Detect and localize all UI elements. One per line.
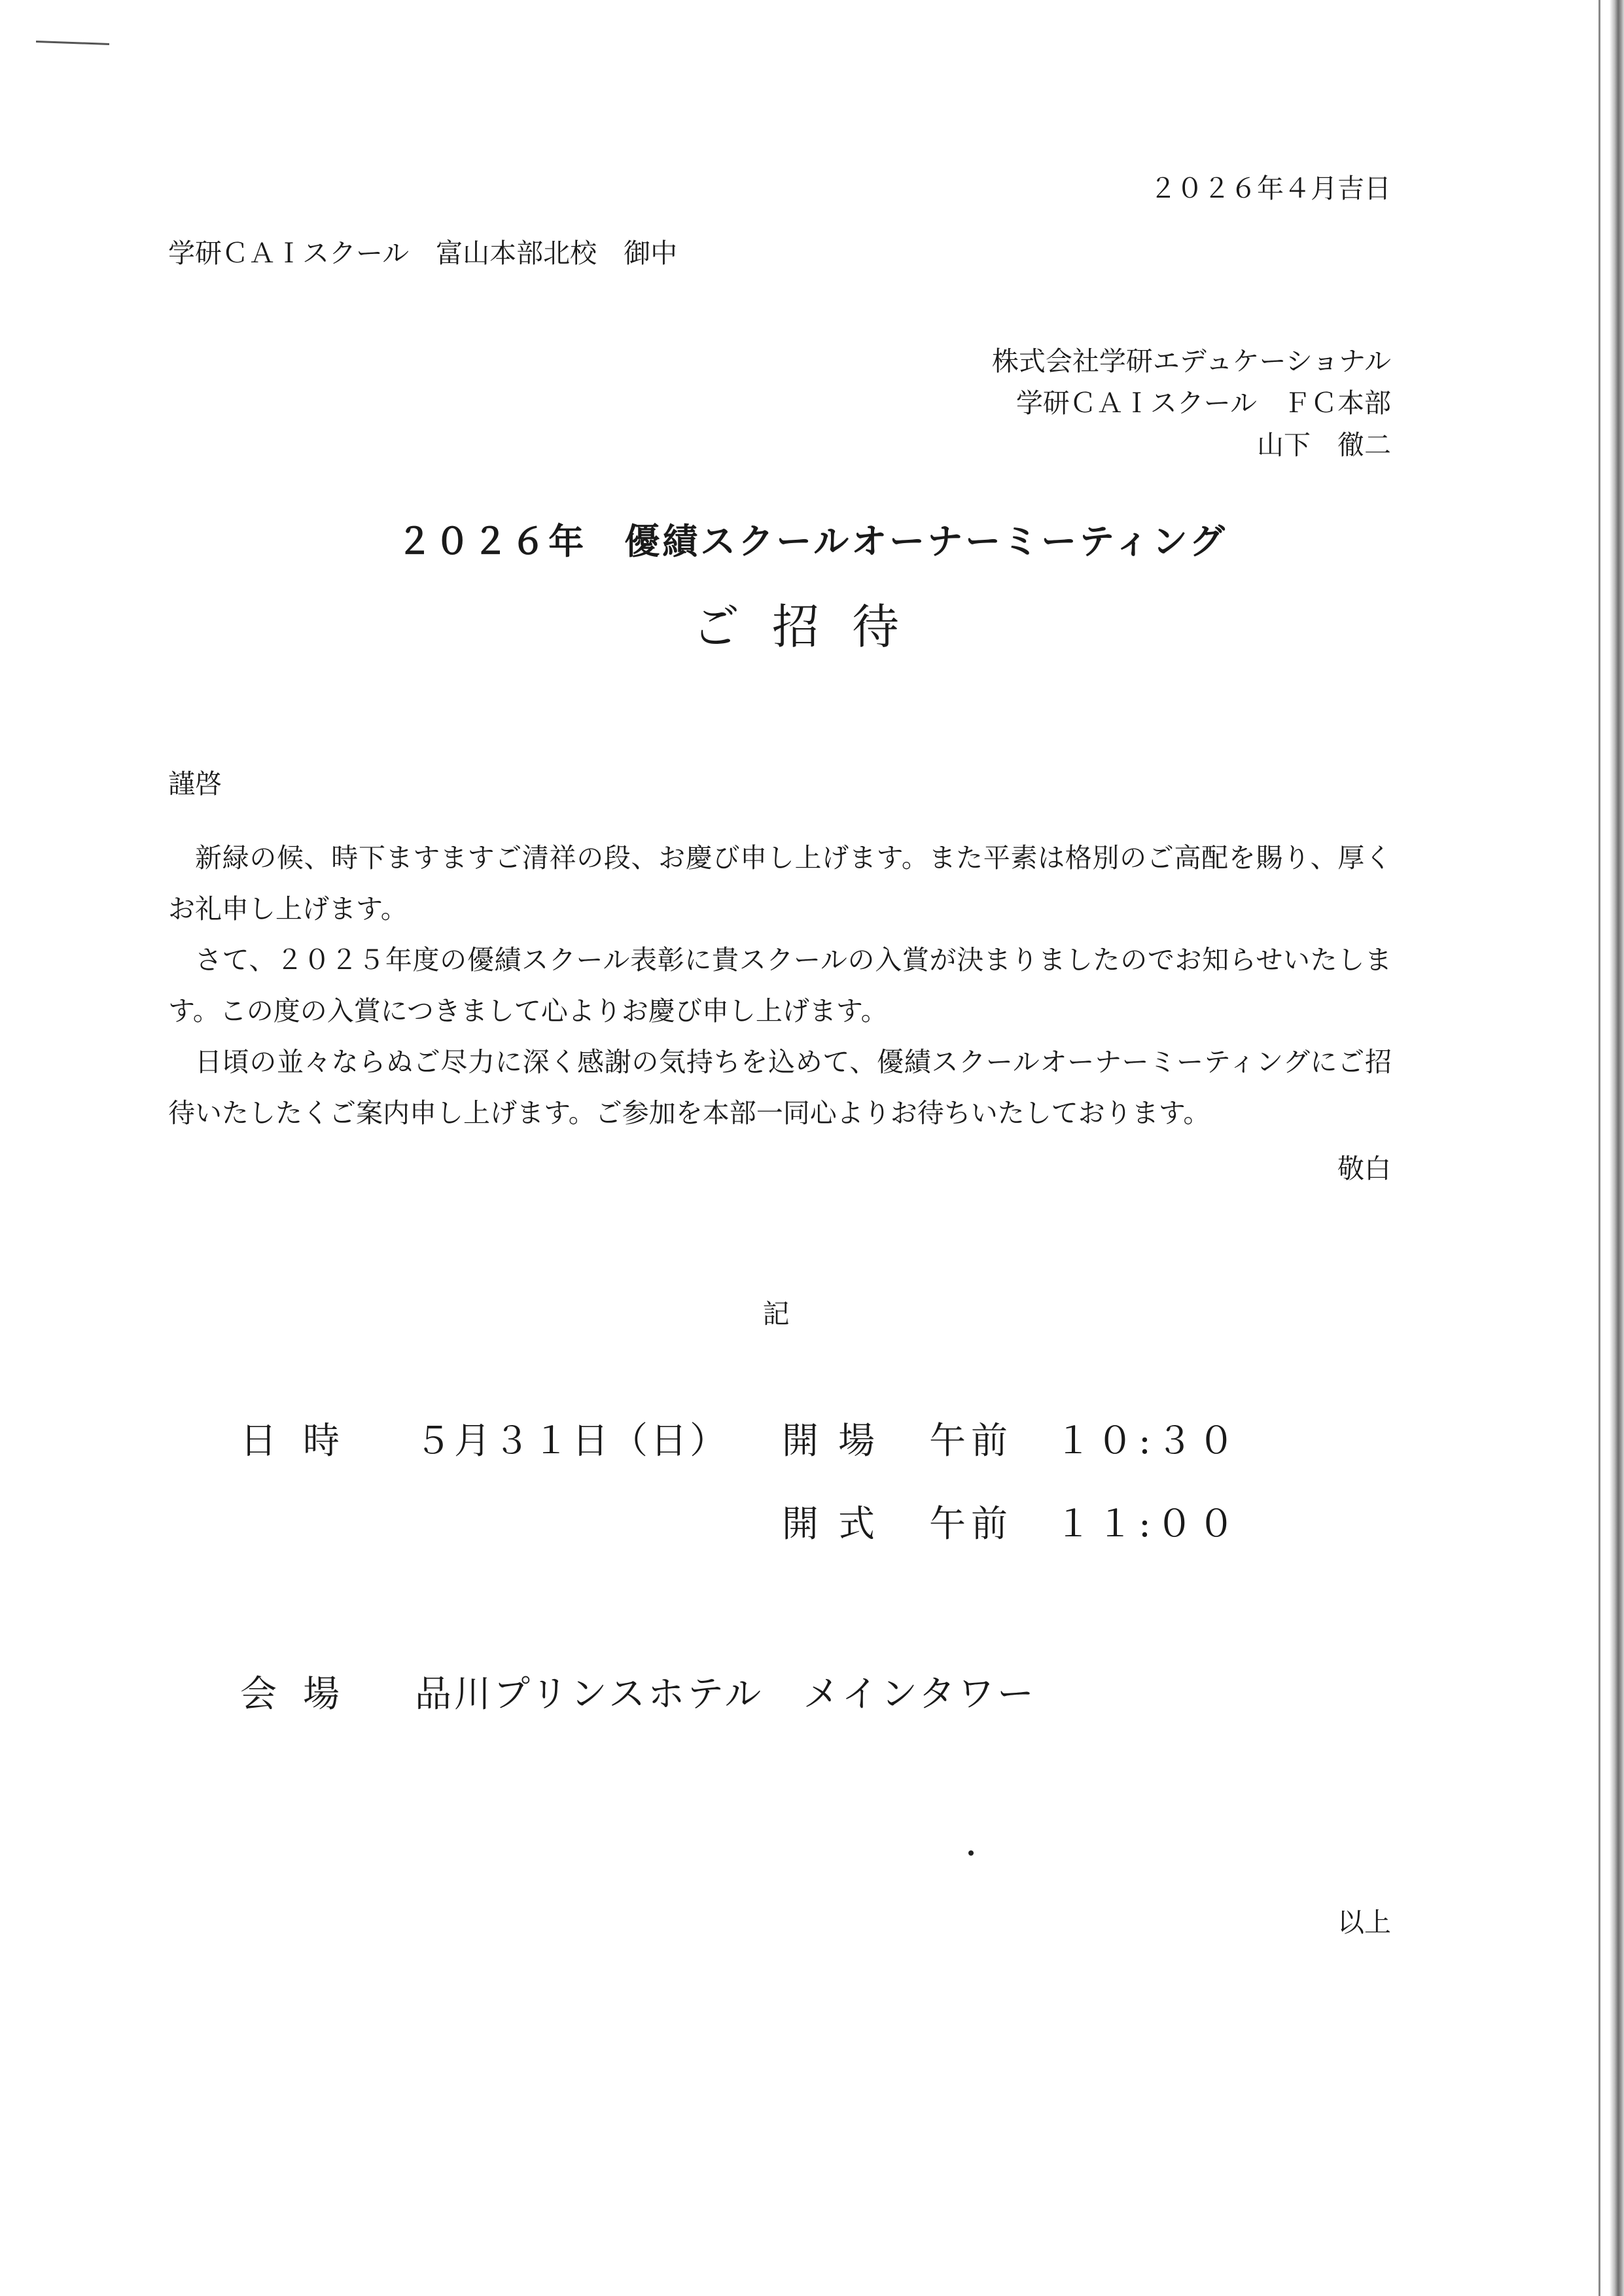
letter-body (168, 832, 1392, 1139)
datetime-label: 日時 (240, 1420, 366, 1462)
body-paragraph: 日頃の並々ならぬご尽力に深く感謝の気持ちを込めて、優績スクールオーナーミーティングにご招待いたしたくご案内申し上げます。ご参加を本部一同心よりお待ちいたしております。 (168, 1046, 1392, 1129)
sender-department: 学研ＣＡＩスクール ＦＣ本部 (1015, 387, 1391, 419)
end-mark: 以上 (1337, 1907, 1391, 1938)
scan-mark (36, 41, 109, 45)
body-paragraph: 新緑の候、時下ますますご清祥の段、お慶び申し上げます。また平素は格別のご高配を賜り、厚くお礼申し上げます。 (168, 842, 1392, 925)
body-paragraph: さて、２０２５年度の優績スクール表彰に貴スクールの入賞が決まりましたのでお知らせいたします。この度の入賞につきまして心よりお慶び申し上げます。 (168, 944, 1392, 1027)
ceremony-start-time: 午前 １１:００ (929, 1503, 1240, 1545)
letter-subtitle: ご招待 (692, 599, 932, 654)
scan-speck (968, 1850, 974, 1856)
sender-name: 山下 徹二 (1257, 429, 1391, 461)
sender-company: 株式会社学研エデュケーショナル (991, 345, 1391, 377)
scan-edge-line (1598, 0, 1600, 2296)
letter-title: ２０２６年 優績スクールオーナーミーティング (397, 520, 1227, 562)
ceremony-start-label: 開式 (782, 1503, 894, 1545)
venue-value: 品川プリンスホテル メインタワー (415, 1673, 1036, 1716)
ki-heading: 記 (762, 1298, 790, 1330)
doors-open-time: 午前 １０:３０ (929, 1420, 1240, 1462)
recipient: 学研ＣＡＩスクール 富山本部北校 御中 (168, 238, 678, 269)
event-date: ５月３１日（日） (415, 1420, 729, 1462)
scan-edge-shadow (1610, 0, 1624, 2296)
sender-block (992, 340, 1391, 466)
opening-salutation: 謹啓 (168, 768, 222, 800)
venue-label: 会場 (240, 1673, 366, 1716)
closing-salutation: 敬白 (1337, 1153, 1391, 1184)
letter-date: ２０２６年４月吉日 (1150, 173, 1391, 204)
doors-open-label: 開場 (782, 1420, 894, 1462)
